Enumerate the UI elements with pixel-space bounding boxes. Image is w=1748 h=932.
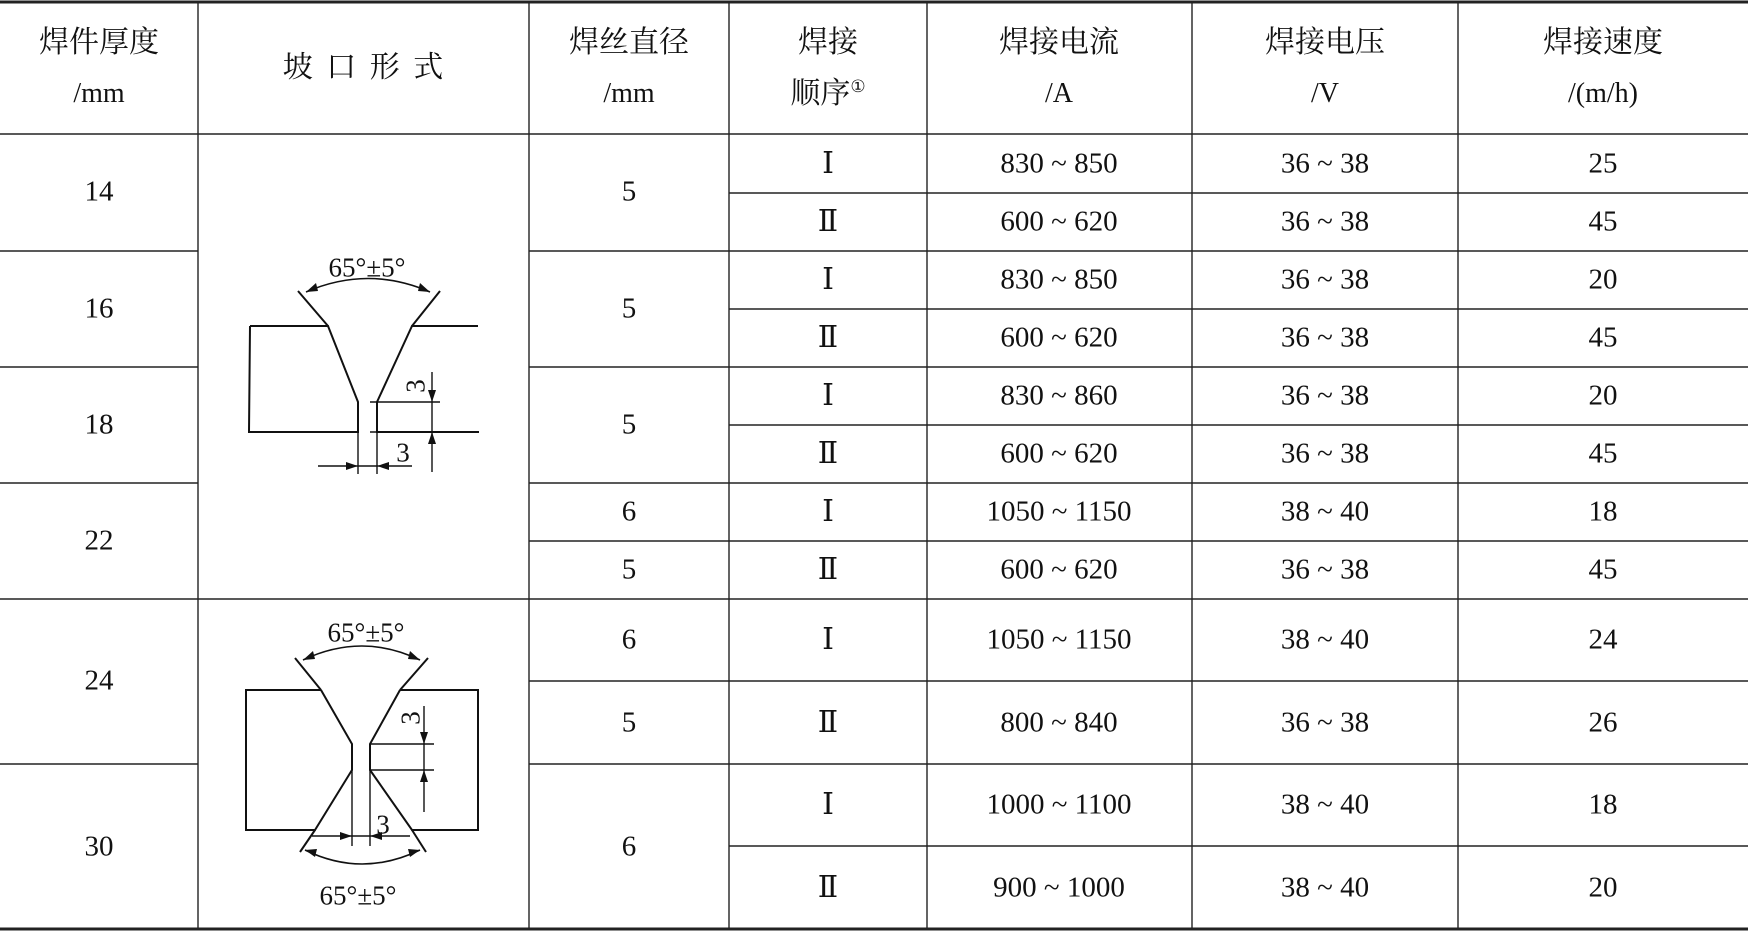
thickness-cell: 24	[84, 664, 114, 697]
wire-dia-cell: 5	[621, 175, 637, 208]
current-cell: 900 ~ 1000	[993, 871, 1125, 904]
current-cell: 800 ~ 840	[1000, 706, 1118, 739]
thickness-cell: 18	[84, 408, 114, 441]
sequence-cell: Ⅱ	[817, 436, 839, 471]
speed-cell: 20	[1588, 263, 1618, 296]
header-thickness-title: 焊件厚度	[39, 25, 159, 60]
wire-dia-cell: 5	[621, 706, 637, 739]
x-groove-root-face-label: 3	[395, 711, 426, 725]
x-groove-left-plate	[246, 690, 352, 830]
speed-cell: 26	[1588, 706, 1618, 739]
x-groove-gap-label: 3	[376, 809, 390, 840]
voltage-cell: 38 ~ 40	[1280, 788, 1370, 821]
speed-cell: 45	[1588, 437, 1618, 470]
sequence-cell: Ⅱ	[817, 204, 839, 239]
x-groove-top-angle-label: 65°±5°	[327, 617, 405, 648]
speed-cell: 20	[1588, 379, 1618, 412]
current-cell: 600 ~ 620	[1000, 437, 1118, 470]
wire-dia-cell: 6	[621, 830, 637, 863]
header-current-title: 焊接电流	[999, 25, 1119, 60]
current-cell: 1050 ~ 1150	[986, 623, 1132, 656]
thickness-cell: 16	[84, 292, 114, 325]
header-speed-unit: /(m/h)	[1568, 78, 1638, 109]
x-groove-bottom-angle-arc	[305, 850, 420, 864]
footnote-marker: ①	[850, 77, 866, 97]
voltage-cell: 36 ~ 38	[1280, 263, 1370, 296]
sequence-cell: Ⅰ	[822, 262, 834, 297]
voltage-cell: 38 ~ 40	[1280, 623, 1370, 656]
header-speed-title: 焊接速度	[1543, 25, 1663, 60]
speed-cell: 45	[1588, 553, 1618, 586]
voltage-cell: 38 ~ 40	[1280, 495, 1370, 528]
current-cell: 600 ~ 620	[1000, 553, 1118, 586]
speed-cell: 18	[1588, 788, 1618, 821]
header-wire-dia-unit: /mm	[603, 78, 655, 109]
thickness-cell: 22	[84, 524, 114, 557]
v-groove-root-face-label: 3	[400, 379, 431, 393]
sequence-cell: Ⅰ	[822, 378, 834, 413]
voltage-cell: 36 ~ 38	[1280, 437, 1370, 470]
current-cell: 830 ~ 850	[1000, 147, 1118, 180]
header-sequence-title2: 顺序①	[790, 76, 866, 111]
v-groove-gap-label: 3	[396, 437, 410, 468]
sequence-cell: Ⅱ	[817, 320, 839, 355]
header-current-unit: /A	[1045, 78, 1073, 109]
current-cell: 830 ~ 850	[1000, 263, 1118, 296]
sequence-cell: Ⅱ	[817, 870, 839, 905]
current-cell: 600 ~ 620	[1000, 321, 1118, 354]
speed-cell: 18	[1588, 495, 1618, 528]
wire-dia-cell: 5	[621, 408, 637, 441]
wire-dia-cell: 5	[621, 292, 637, 325]
x-groove-bottom-angle-label: 65°±5°	[319, 880, 397, 911]
thickness-cell: 14	[84, 175, 114, 208]
wire-dia-cell: 6	[621, 495, 637, 528]
voltage-cell: 36 ~ 38	[1280, 553, 1370, 586]
voltage-cell: 36 ~ 38	[1280, 706, 1370, 739]
current-cell: 830 ~ 860	[1000, 379, 1118, 412]
header-sequence-title: 焊接	[798, 25, 858, 60]
x-groove-top-angle-arc	[303, 646, 420, 660]
speed-cell: 24	[1588, 623, 1618, 656]
voltage-cell: 36 ~ 38	[1280, 205, 1370, 238]
header-wire-dia-title: 焊丝直径	[569, 25, 689, 60]
header-voltage-title: 焊接电压	[1265, 25, 1385, 60]
sequence-cell: Ⅱ	[817, 705, 839, 740]
current-cell: 1000 ~ 1100	[986, 788, 1132, 821]
wire-dia-cell: 6	[621, 623, 637, 656]
speed-cell: 25	[1588, 147, 1618, 180]
wire-dia-cell: 5	[621, 553, 637, 586]
voltage-cell: 36 ~ 38	[1280, 321, 1370, 354]
thickness-cell: 30	[84, 830, 114, 863]
v-groove-angle-label: 65°±5°	[328, 252, 406, 283]
speed-cell: 45	[1588, 205, 1618, 238]
current-cell: 600 ~ 620	[1000, 205, 1118, 238]
sequence-cell: Ⅱ	[817, 552, 839, 587]
voltage-cell: 36 ~ 38	[1280, 147, 1370, 180]
speed-cell: 45	[1588, 321, 1618, 354]
sequence-cell: Ⅰ	[822, 146, 834, 181]
voltage-cell: 36 ~ 38	[1280, 379, 1370, 412]
voltage-cell: 38 ~ 40	[1280, 871, 1370, 904]
speed-cell: 20	[1588, 871, 1618, 904]
current-cell: 1050 ~ 1150	[986, 495, 1132, 528]
sequence-cell: Ⅰ	[822, 622, 834, 657]
header-thickness-unit: /mm	[73, 78, 125, 109]
sequence-cell: Ⅰ	[822, 787, 834, 822]
header-groove-title: 坡 口 形 式	[282, 50, 446, 85]
header-voltage-unit: /V	[1311, 78, 1339, 109]
sequence-cell: Ⅰ	[822, 494, 834, 529]
